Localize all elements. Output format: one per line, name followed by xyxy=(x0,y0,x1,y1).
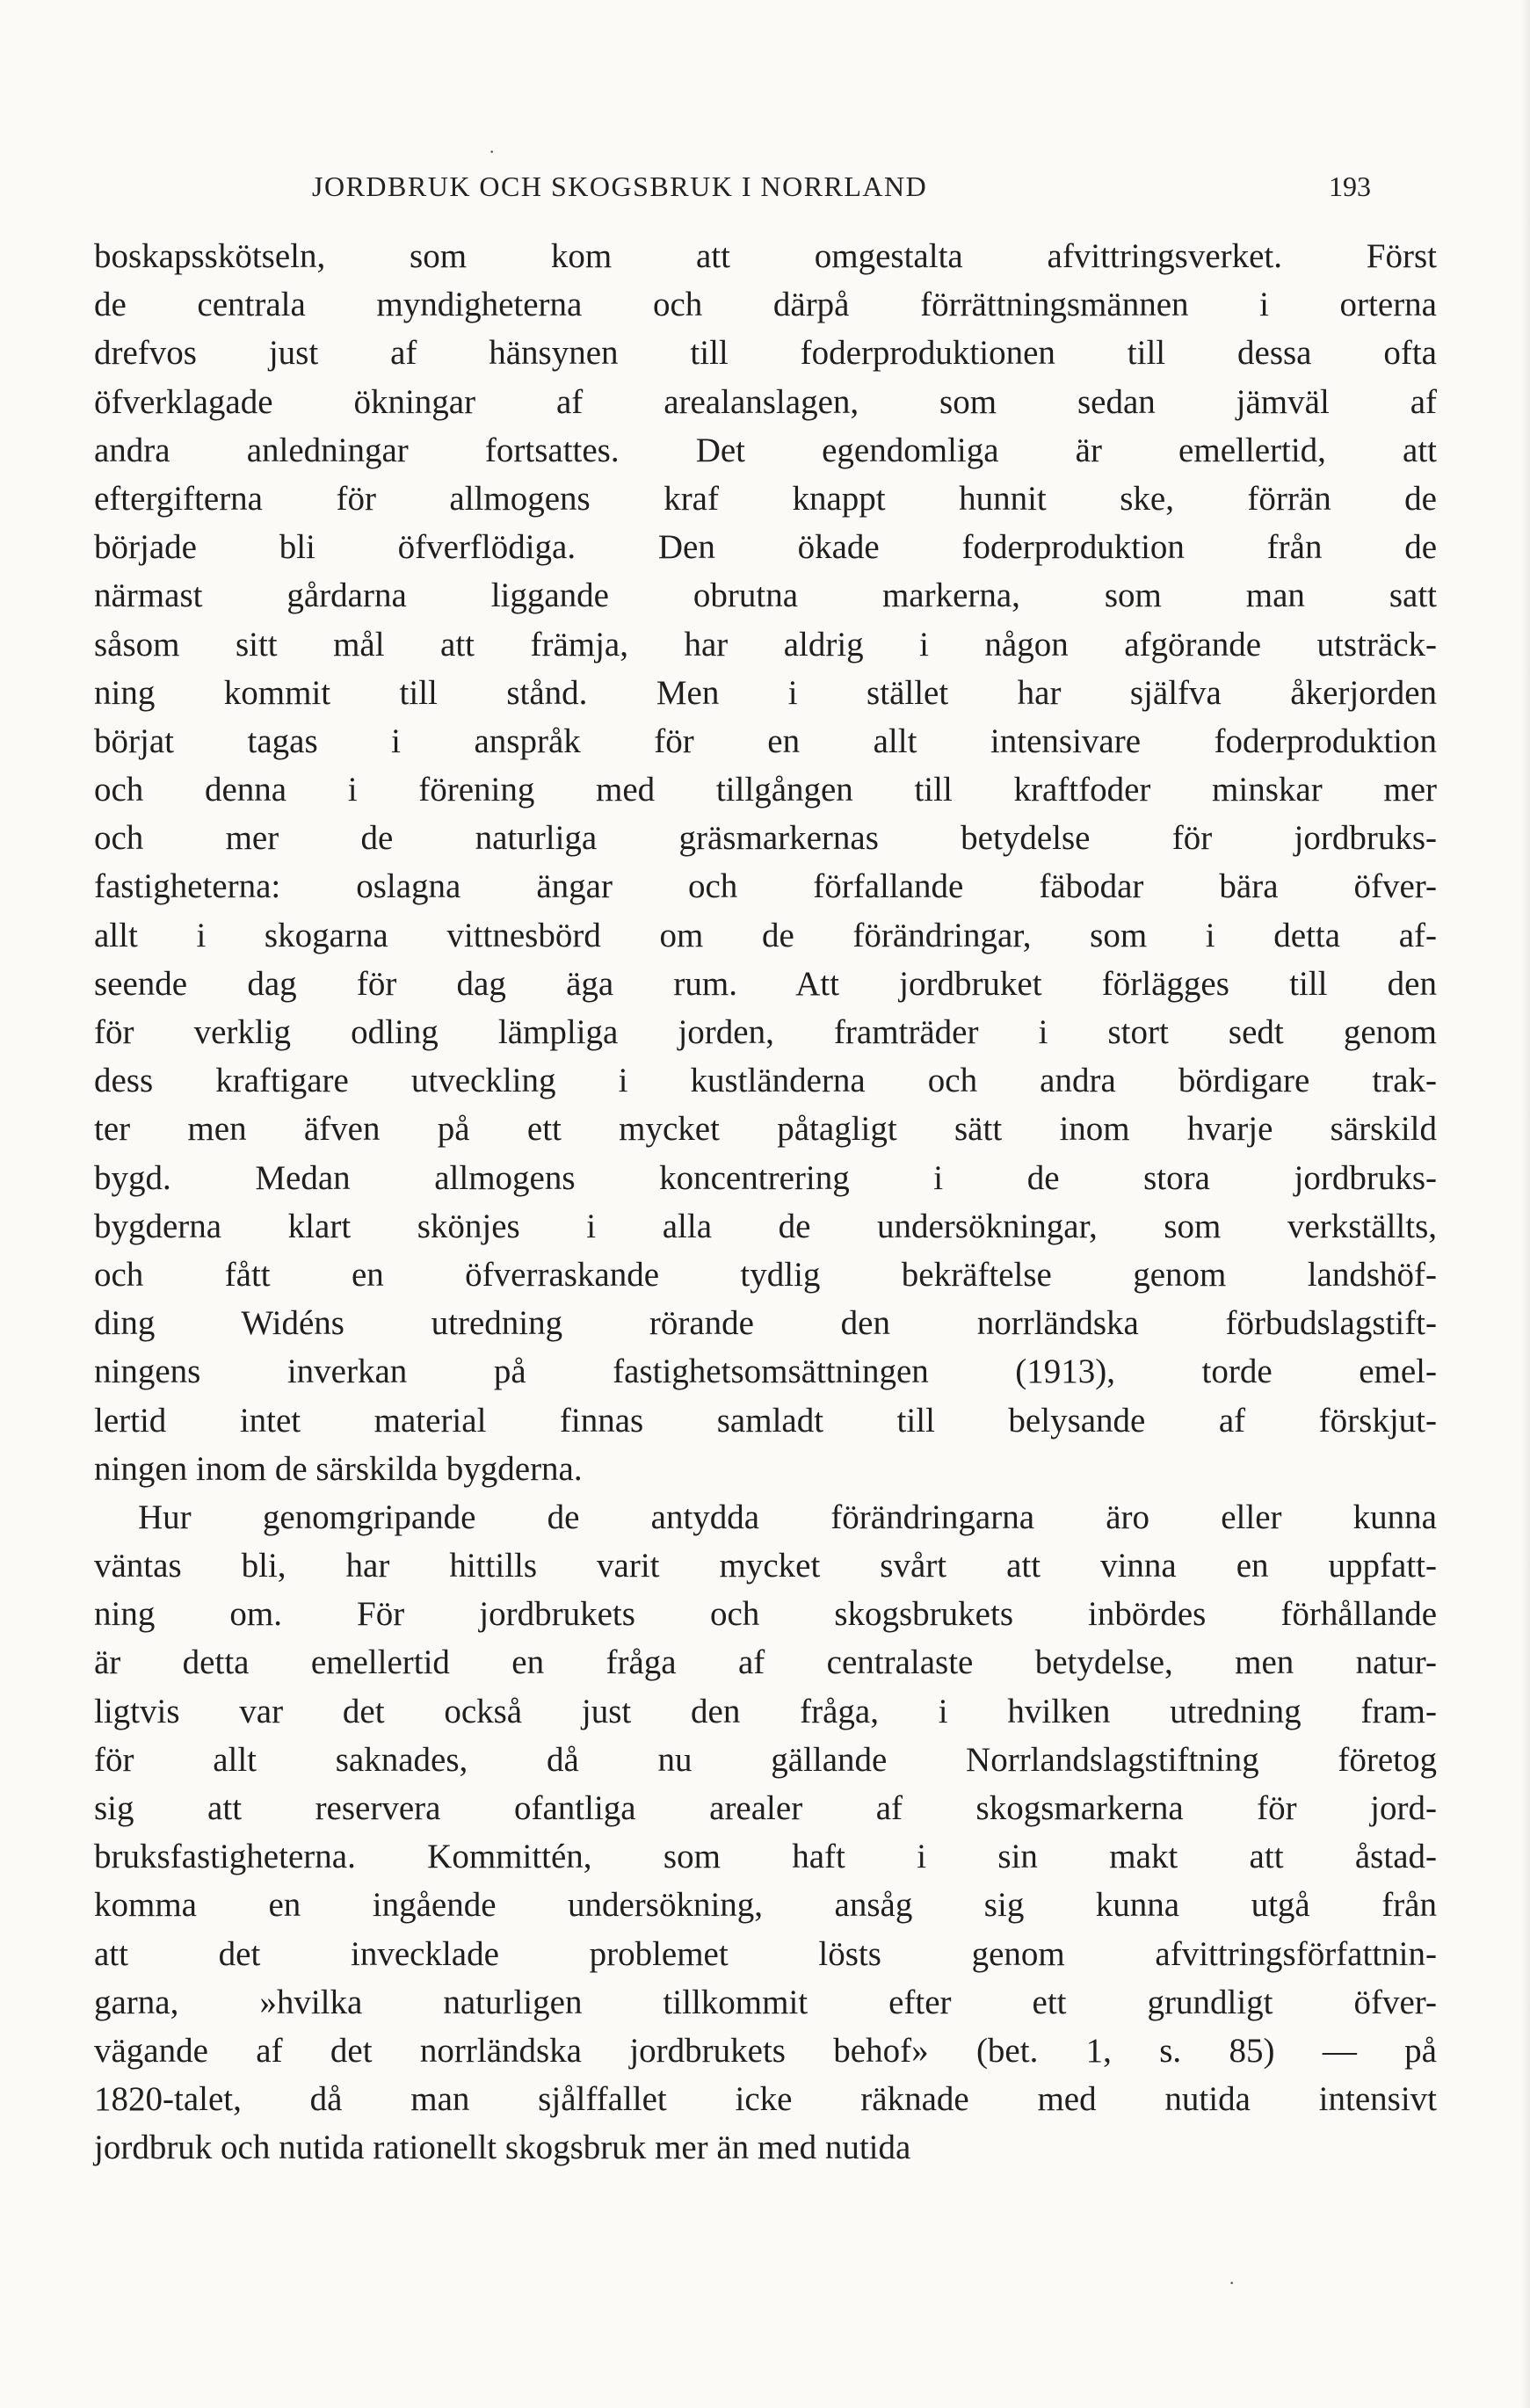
text-line: vägande af det norrländska jordbrukets behof» (bet. 1, s. 85) — på xyxy=(94,2031,1437,2070)
text-line: ningens inverkan på fastighetsomsättningen (1913), torde emel- xyxy=(94,1353,1437,1391)
text-line: ter men äfven på ett mycket påtagligt sätt inom hvarje särskild xyxy=(94,1110,1437,1149)
paragraph-start-line: Hur genomgripande de antydda förändringarna äro eller kunna xyxy=(138,1498,1437,1536)
text-line: fastigheterna: oslagna ängar och förfallande fäbodar bära öfver- xyxy=(94,867,1437,906)
text-line: och mer de naturliga gräsmarkernas betydelse för jordbruks- xyxy=(94,819,1437,858)
text-line: väntas bli, har hittills varit mycket svårt att vinna en uppfatt- xyxy=(94,1547,1437,1585)
text-line: andra anledningar fortsattes. Det egendomliga är emellertid, att xyxy=(94,431,1437,469)
text-line: drefvos just af hänsynen till foderproduktionen till dessa ofta xyxy=(94,334,1437,373)
running-head-title: JORDBRUK OCH SKOGSBRUK I NORRLAND xyxy=(312,170,928,202)
running-head xyxy=(0,170,1530,209)
text-line: boskapsskötseln, som kom att omgestalta afvittringsverket. Först xyxy=(94,237,1437,275)
text-line: seende dag för dag äga rum. Att jordbruket förlägges till den xyxy=(94,964,1437,1003)
text-line: komma en ingående undersökning, ansåg sig kunna utgå från xyxy=(94,1886,1437,1925)
text-line: dess kraftigare utveckling i kustländerna och andra bördigare trak- xyxy=(94,1062,1437,1100)
stray-mark-top: · xyxy=(489,141,496,163)
text-line: ning om. För jordbrukets och skogsbrukets inbördes förhållande xyxy=(94,1595,1437,1634)
text-line: garna, »hvilka naturligen tillkommit efter ett grundligt öfver- xyxy=(94,1983,1437,2021)
text-line: är detta emellertid en fråga af centralaste betydelse, men natur- xyxy=(94,1643,1437,1682)
text-line: sig att reservera ofantliga arealer af skogsmarkerna för jord- xyxy=(94,1789,1437,1827)
text-line: började bli öfverflödiga. Den ökade foderproduktion från de xyxy=(94,528,1437,567)
text-line: börjat tagas i anspråk för en allt intensivare foderproduktion xyxy=(94,722,1437,760)
text-line: och fått en öfverraskande tydlig bekräftelse genom landshöf- xyxy=(94,1255,1437,1294)
text-line: ligtvis var det också just den fråga, i hvilken utredning fram- xyxy=(94,1692,1437,1730)
text-line: lertid intet material finnas samladt till belysande af förskjut- xyxy=(94,1401,1437,1440)
scan-edge-shadow xyxy=(1521,0,1530,2408)
stray-mark-bottom: · xyxy=(1229,2272,1236,2294)
text-line: närmast gårdarna liggande obrutna markerna, som man satt xyxy=(94,577,1437,615)
text-line: för allt saknades, då nu gällande Norrlandslagstiftning företog xyxy=(94,1740,1437,1779)
text-line: bygderna klart skönjes i alla de undersökningar, som verkställts, xyxy=(94,1207,1437,1245)
text-line: för verklig odling lämpliga jorden, framträder i stort sedt genom xyxy=(94,1013,1437,1051)
text-line: bruksfastigheterna. Kommittén, som haft i sin makt att åstad- xyxy=(94,1838,1437,1876)
text-line: eftergifterna för allmogens kraf knappt hunnit ske, förrän de xyxy=(94,479,1437,518)
text-line: ning kommit till stånd. Men i stället har själfva åkerjorden xyxy=(94,673,1437,712)
text-line: bygd. Medan allmogens koncentrering i de stora jordbruks- xyxy=(94,1158,1437,1197)
text-line: ding Widéns utredning rörande den norrländska förbudslagstift- xyxy=(94,1304,1437,1343)
text-line: de centrala myndigheterna och därpå förrättningsmännen i orterna xyxy=(94,286,1437,324)
text-line: öfverklagade ökningar af arealanslagen, som sedan jämväl af xyxy=(94,382,1437,421)
text-line: jordbruk och nutida rationellt skogsbruk mer än med nutida xyxy=(94,2129,911,2167)
page-number: 193 xyxy=(1329,170,1371,202)
text-line: allt i skogarna vittnesbörd om de förändringar, som i detta af- xyxy=(94,916,1437,954)
body-text xyxy=(94,232,1437,2172)
text-line: att det invecklade problemet lösts genom afvittringsförfattnin- xyxy=(94,1934,1437,1973)
text-line: 1820-talet, då man sjålffallet icke räknade med nutida intensivt xyxy=(94,2080,1437,2119)
paragraph-end-line: ningen inom de särskilda bygderna. xyxy=(94,1449,583,1488)
text-line: och denna i förening med tillgången till kraftfoder minskar mer xyxy=(94,771,1437,809)
text-line: såsom sitt mål att främja, har aldrig i någon afgörande utsträck- xyxy=(94,625,1437,664)
